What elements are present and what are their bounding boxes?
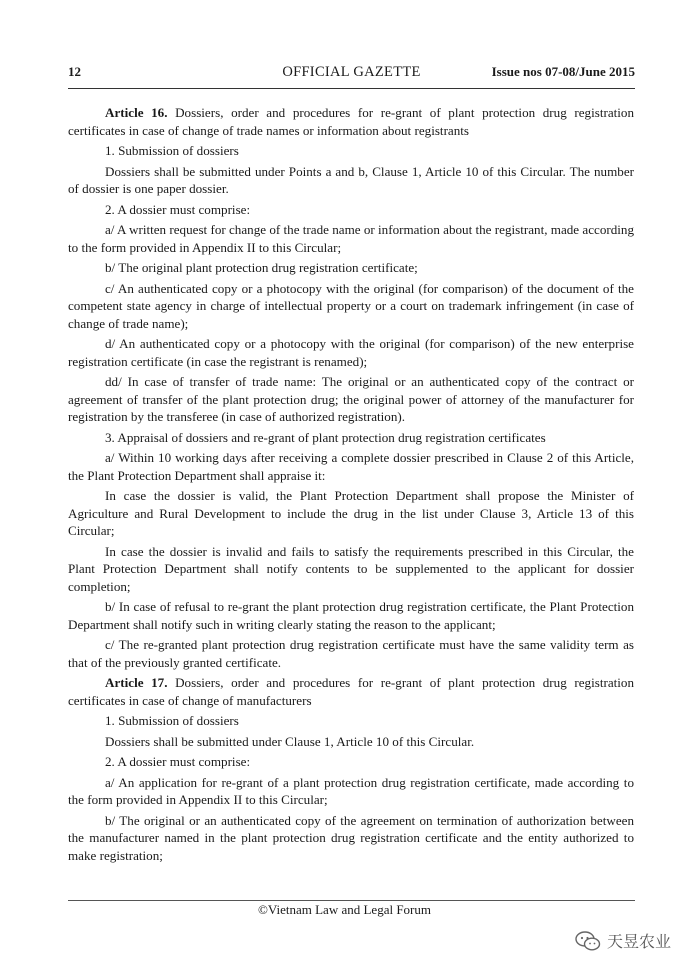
- paragraph-text: d/ An authenticated copy or a photocopy with the original (for comparison) of the new enterprise registration certificate (in case the registrant is renamed);: [68, 336, 634, 369]
- paragraph-text: a/ A written request for change of the trade name or information about the registrant, made according to the form provided in Appendix II to this Circular;: [68, 222, 635, 255]
- paragraph-text: Dossiers, order and procedures for re-grant of plant protection drug registration certificates in case of change of trade names or information about registrants: [68, 105, 634, 138]
- footer-divider: [68, 900, 635, 901]
- paragraph-text: 2. A dossier must comprise:: [105, 754, 251, 769]
- body-paragraph: [68, 163, 634, 198]
- paragraph-text: Dossiers shall be submitted under Points a and b, Clause 1, Article 10 of this Circular. The number of dossier is one paper dossier.: [68, 163, 634, 196]
- article-number: Article 17.: [105, 675, 168, 690]
- wechat-icon: [575, 931, 601, 951]
- paragraph-text: c/ The re-granted plant protection drug registration certificate must have the same validity term as that of the previously granted certificate.: [68, 637, 634, 670]
- body-paragraph: [68, 449, 634, 484]
- body-paragraph: [68, 543, 634, 596]
- body-paragraph: [68, 259, 634, 277]
- paragraph-text: b/ The original plant protection drug registration certificate;: [105, 260, 418, 275]
- body-paragraph: [68, 712, 634, 730]
- watermark-text: 天昱农业: [606, 932, 671, 951]
- body-paragraph: [68, 373, 634, 426]
- body-paragraph: [68, 142, 634, 160]
- document-body: [68, 104, 634, 867]
- body-paragraph: [68, 812, 634, 865]
- body-paragraph: [68, 429, 634, 447]
- paragraph-text: a/ An application for re-grant of a plant protection drug registration certificate, made according to the form provided in Appendix II to this Circular;: [68, 774, 634, 807]
- body-paragraph: [68, 753, 634, 771]
- watermark: [575, 929, 671, 952]
- body-paragraph: [68, 487, 634, 540]
- paragraph-text: In case the dossier is valid, the Plant Protection Department shall propose the Minister of Agriculture and Rural Development to include the drug in the list under Clause 3, Article 13 of this Circular;: [68, 488, 634, 538]
- paragraph-text: b/ In case of refusal to re-grant the plant protection drug registration certificate, the Plant Protection Department shall notify such in writing clearly stating the reason to the applicant;: [68, 599, 634, 632]
- paragraph-text: Dossiers shall be submitted under Clause 1, Article 10 of this Circular.: [105, 733, 475, 749]
- paragraph-text: In case the dossier is invalid and fails to satisfy the requirements prescribed in this Circular, the Plant Protection Department shall notify contents to be supplemented to the applicant for dossier completion;: [68, 543, 634, 594]
- issue-label: Issue nos 07-08/June 2015: [491, 64, 635, 79]
- paragraph-text: b/ The original or an authenticated copy of the agreement on termination of authorization between the manufacturer named in the plant protection drug registration certificate and the entity authorized to make registration;: [68, 812, 634, 863]
- body-paragraph: [68, 774, 634, 809]
- paragraph-text: Dossiers, order and procedures for re-grant of plant protection drug registration certificates in case of change of manufacturers: [68, 675, 634, 708]
- body-paragraph: [68, 335, 634, 370]
- article-heading-paragraph: [68, 674, 634, 709]
- body-paragraph: [68, 221, 634, 256]
- body-paragraph: [68, 733, 634, 751]
- paragraph-text: 3. Appraisal of dossiers and re-grant of plant protection drug registration certificates: [105, 429, 546, 445]
- paragraph-text: 1. Submission of dossiers: [105, 143, 239, 158]
- paragraph-text: 2. A dossier must comprise:: [105, 201, 251, 217]
- header-divider: [68, 88, 635, 89]
- gazette-title: OFFICIAL GAZETTE: [282, 64, 421, 80]
- page-header: [68, 64, 635, 86]
- body-paragraph: [68, 280, 634, 333]
- paragraph-text: 1. Submission of dossiers: [105, 713, 239, 728]
- paragraph-text: a/ Within 10 working days after receiving a complete dossier prescribed in Clause 2 of this Article, the Plant Protection Department shall appraise it:: [68, 450, 634, 483]
- footer-copyright: ©Vietnam Law and Legal Forum: [258, 902, 431, 917]
- article-heading-paragraph: [68, 104, 634, 139]
- body-paragraph: [68, 636, 634, 671]
- body-paragraph: [68, 201, 634, 219]
- paragraph-text: c/ An authenticated copy or a photocopy with the original (for comparison) of the document of the competent state agency in charge of intellectual property or a court on trademark infringement (in case of change of trade name);: [68, 280, 634, 331]
- paragraph-text: dd/ In case of transfer of trade name: The original or an authenticated copy of the contract or agreement of transfer of the plant protection drug; the original power of attorney of the manufacturer for registration by the transferee (in case of authorized registration).: [68, 374, 634, 424]
- body-paragraph: [68, 598, 634, 633]
- page-number: 12: [68, 64, 81, 79]
- article-number: Article 16.: [105, 105, 168, 120]
